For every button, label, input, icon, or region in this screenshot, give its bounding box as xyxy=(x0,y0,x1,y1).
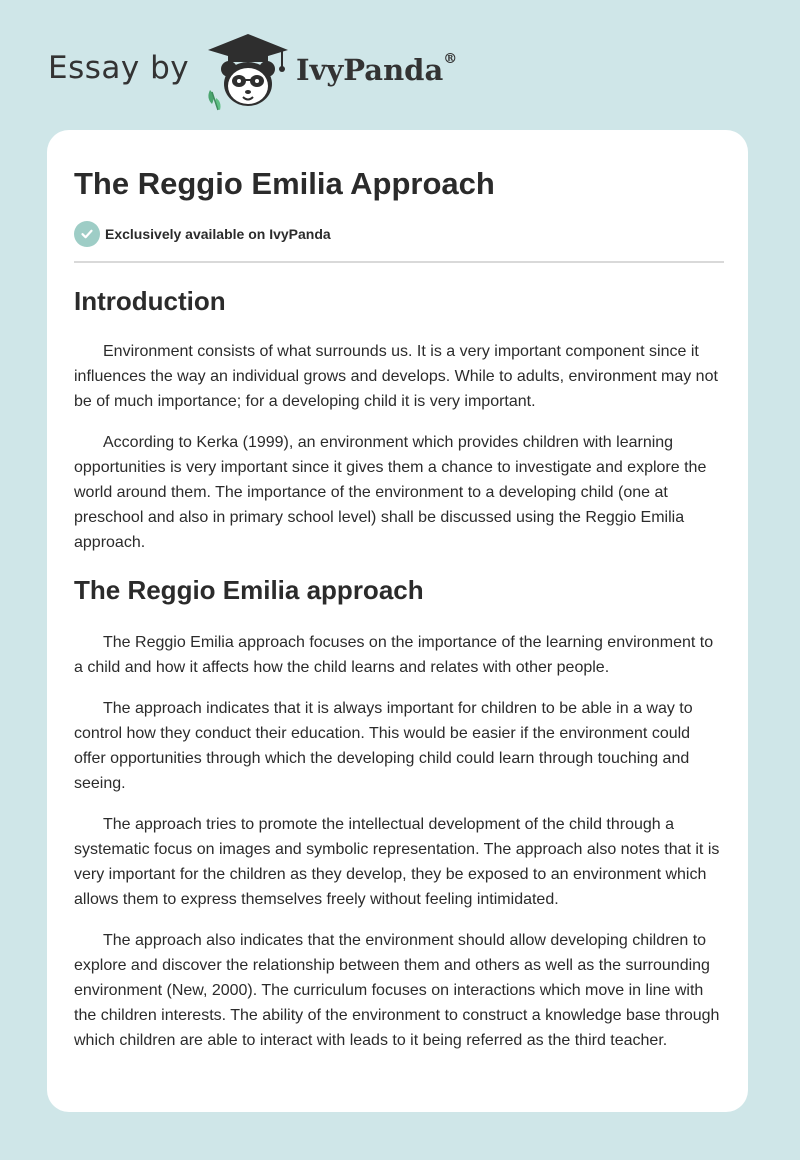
site-header xyxy=(0,0,800,130)
paragraph: Environment consists of what surrounds us. It is a very important component since it influences the way an individual grows and develops. While to adults, environment may not be of much importance; for a developing child it is very important. xyxy=(74,343,718,411)
divider xyxy=(74,261,724,263)
panda-graduate-icon[interactable] xyxy=(202,32,294,112)
brand-name[interactable]: IvyPanda® xyxy=(296,51,458,87)
badge-label: Exclusively available on IvyPanda xyxy=(105,226,331,242)
essay-by-label: Essay by xyxy=(48,50,190,86)
paragraph: The Reggio Emilia approach focuses on the importance of the learning environment to a child and how it affects how the child learns and relates with other people. xyxy=(74,634,714,677)
paragraph: The approach tries to promote the intellectual development of the child through a systematic focus on images and symbolic representation. The approach also notes that it is very important for the children as they develop, they be exposed to an environment which allows them to express themselves freely without feeling intimidated. xyxy=(74,816,720,909)
section-heading-introduction: Introduction xyxy=(74,286,226,316)
paragraph: The approach also indicates that the environment should allow developing children to explore and discover the relationship between them and others as well as the surrounding environment (New, 2000). The curriculum focuses on interactions which move in line with the children interests. The ability of the environment to construct a knowledge base through which children are able to interact with leads to it being referred as the third teacher. xyxy=(74,932,720,1050)
article-body xyxy=(74,280,724,1053)
paragraph: According to Kerka (1999), an environment which provides children with learning opportunities is very important since it gives them a chance to investigate and explore the world around them. The importance of the environment to a developing child (one at preschool and also in primary school level) shall be discussed using the Reggio Emilia approach. xyxy=(74,434,707,552)
exclusive-badge xyxy=(74,221,331,247)
check-icon xyxy=(74,221,100,247)
registered-mark: ® xyxy=(443,51,458,67)
article-card xyxy=(47,130,748,1112)
paragraph: The approach indicates that it is always important for children to be able in a way to control how they conduct their education. This would be easier if the environment could offer opportunities through which the developing child could learn through touching and seeing. xyxy=(74,700,693,793)
page-title: The Reggio Emilia Approach xyxy=(74,166,495,201)
section-heading-reggio-emilia: The Reggio Emilia approach xyxy=(74,575,424,606)
